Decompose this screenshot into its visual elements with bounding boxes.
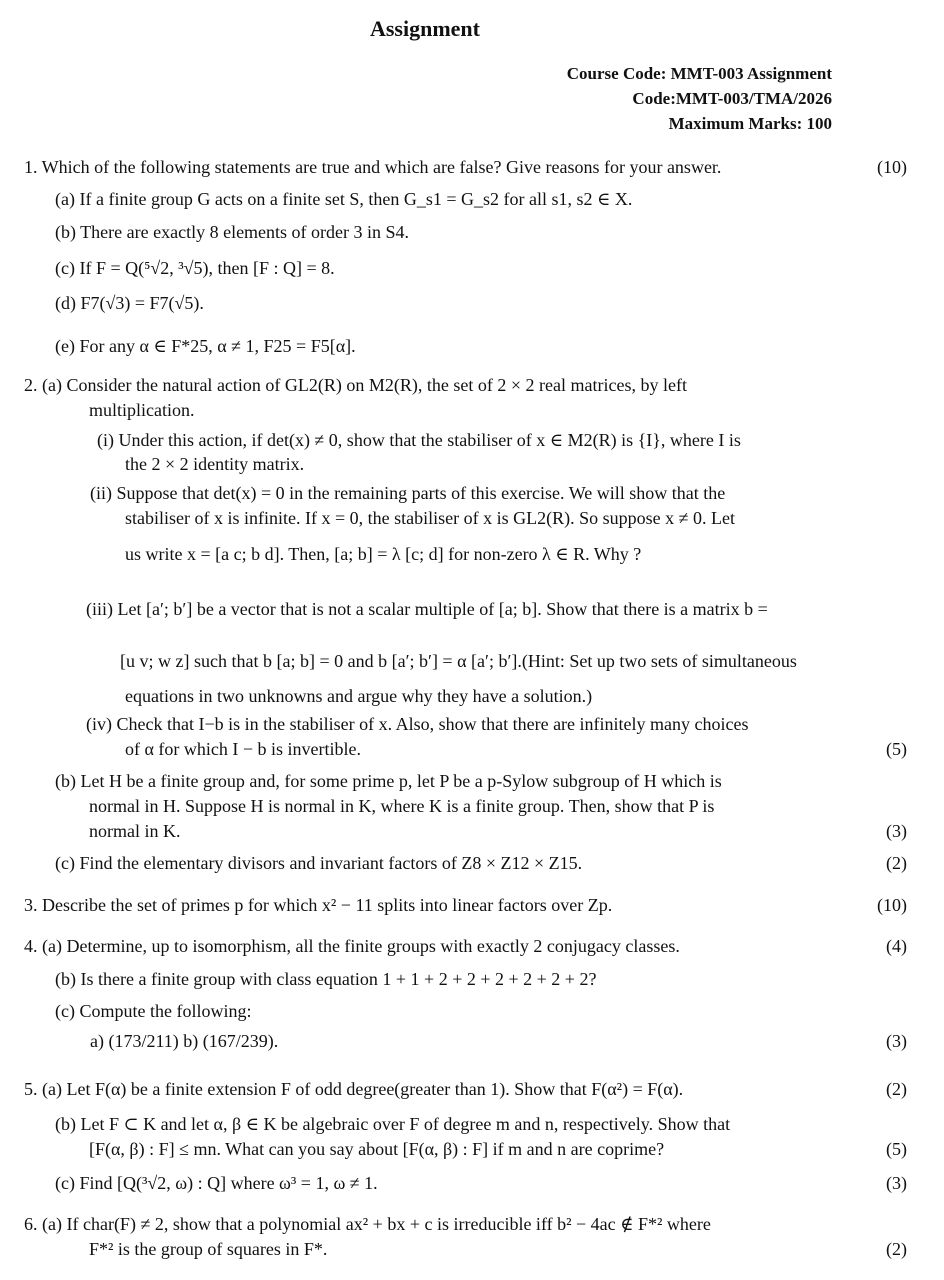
q6a-line2: F*² is the group of squares in F*. xyxy=(89,1239,328,1259)
q2c: (c) Find the elementary divisors and invariant factors of Z8 × Z12 × Z15. xyxy=(55,853,583,873)
q2a-ii-line2: stabiliser of x is infinite. If x = 0, the stabiliser of x is GL2(R). So suppose x ≠ 0. Let xyxy=(125,508,735,528)
q1c: (c) If F = Q(⁵√2, ³√5), then [F : Q] = 8. xyxy=(55,258,335,278)
q4a: 4. (a) Determine, up to isomorphism, all the finite groups with exactly 2 conjugacy classes. xyxy=(24,936,680,956)
marks-q2c: (2) xyxy=(886,853,907,873)
q5b-line2: [F(α, β) : F] ≤ mn. What can you say about [F(α, β) : F] if m and n are coprime? xyxy=(89,1139,665,1159)
q1e: (e) For any α ∈ F*25, α ≠ 1, F25 = F5[α]. xyxy=(55,336,356,356)
q2a-ii-line1: (ii) Suppose that det(x) = 0 in the remaining parts of this exercise. We will show that the xyxy=(90,483,726,503)
page-title: Assignment xyxy=(369,16,480,41)
marks-q3: (10) xyxy=(877,895,907,915)
marks-q6a: (2) xyxy=(886,1239,907,1259)
q2a-iii-line2: [u v; w z] such that b [a; b] = 0 and b [a′; b′] = α [a′; b′].(Hint: Set up two sets of simultaneous xyxy=(120,651,797,671)
q1d: (d) F7(√3) = F7(√5). xyxy=(55,293,204,313)
q2b-line2: normal in H. Suppose H is normal in K, where K is a finite group. Then, show that P is xyxy=(89,796,715,816)
max-marks: Maximum Marks: 100 xyxy=(668,114,832,133)
q5c: (c) Find [Q(³√2, ω) : Q] where ω³ = 1, ω ≠ 1. xyxy=(55,1173,378,1193)
marks-q4c: (3) xyxy=(886,1031,907,1051)
marks-q5b: (5) xyxy=(886,1139,907,1159)
q2a-line1: 2. (a) Consider the natural action of GL2(R) on M2(R), the set of 2 × 2 real matrices, by left xyxy=(24,375,687,395)
q2b-line3: normal in K. xyxy=(89,821,181,841)
q2a-ii-line3: us write x = [a c; b d]. Then, [a; b] = λ [c; d] for non-zero λ ∈ R. Why ? xyxy=(125,544,642,564)
q4c-items: a) (173/211) b) (167/239). xyxy=(90,1031,279,1051)
q1-stem: 1. Which of the following statements are true and which are false? Give reasons for your answer. xyxy=(24,157,722,177)
q4b: (b) Is there a finite group with class equation 1 + 1 + 2 + 2 + 2 + 2 + 2 + 2? xyxy=(55,969,597,989)
q2a-line2: multiplication. xyxy=(89,400,195,420)
q2a-iii-line3: equations in two unknowns and argue why they have a solution.) xyxy=(125,686,593,706)
marks-q5c: (3) xyxy=(886,1173,907,1193)
marks-q1: (10) xyxy=(877,157,907,177)
assignment-code: Code:MMT-003/TMA/2026 xyxy=(632,89,832,108)
q2a-iii-line1: (iii) Let [a′; b′] be a vector that is not a scalar multiple of [a; b]. Show that there is a matrix b = xyxy=(86,599,768,619)
q1b: (b) There are exactly 8 elements of order 3 in S4. xyxy=(55,222,410,242)
q4c-stem: (c) Compute the following: xyxy=(55,1001,252,1021)
q2a-i-line1: (i) Under this action, if det(x) ≠ 0, show that the stabiliser of x ∈ M2(R) is {I}, where I is xyxy=(97,430,741,450)
q3: 3. Describe the set of primes p for which x² − 11 splits into linear factors over Zp. xyxy=(24,895,613,915)
q2a-iv-line2: of α for which I − b is invertible. xyxy=(125,739,362,759)
marks-q2a: (5) xyxy=(886,739,907,759)
course-code: Course Code: MMT-003 Assignment xyxy=(566,64,832,83)
q2b-line1: (b) Let H be a finite group and, for some prime p, let P be a p-Sylow subgroup of H which is xyxy=(55,771,722,791)
marks-q2b: (3) xyxy=(886,821,907,841)
q2a-i-line2: the 2 × 2 identity matrix. xyxy=(125,454,305,474)
q1a: (a) If a finite group G acts on a finite set S, then G_s1 = G_s2 for all s1, s2 ∈ X. xyxy=(55,189,633,209)
marks-q5a: (2) xyxy=(886,1079,907,1099)
marks-q4a: (4) xyxy=(886,936,907,956)
q2a-iv-line1: (iv) Check that I−b is in the stabiliser of x. Also, show that there are infinitely many choices xyxy=(86,714,749,734)
q5a: 5. (a) Let F(α) be a finite extension F of odd degree(greater than 1). Show that F(α²) = F(α). xyxy=(24,1079,684,1099)
q6a-line1: 6. (a) If char(F) ≠ 2, show that a polynomial ax² + bx + c is irreducible iff b² − 4ac ∉ F*² where xyxy=(24,1214,711,1234)
q5b-line1: (b) Let F ⊂ K and let α, β ∈ K be algebraic over F of degree m and n, respectively. Show that xyxy=(55,1114,731,1134)
